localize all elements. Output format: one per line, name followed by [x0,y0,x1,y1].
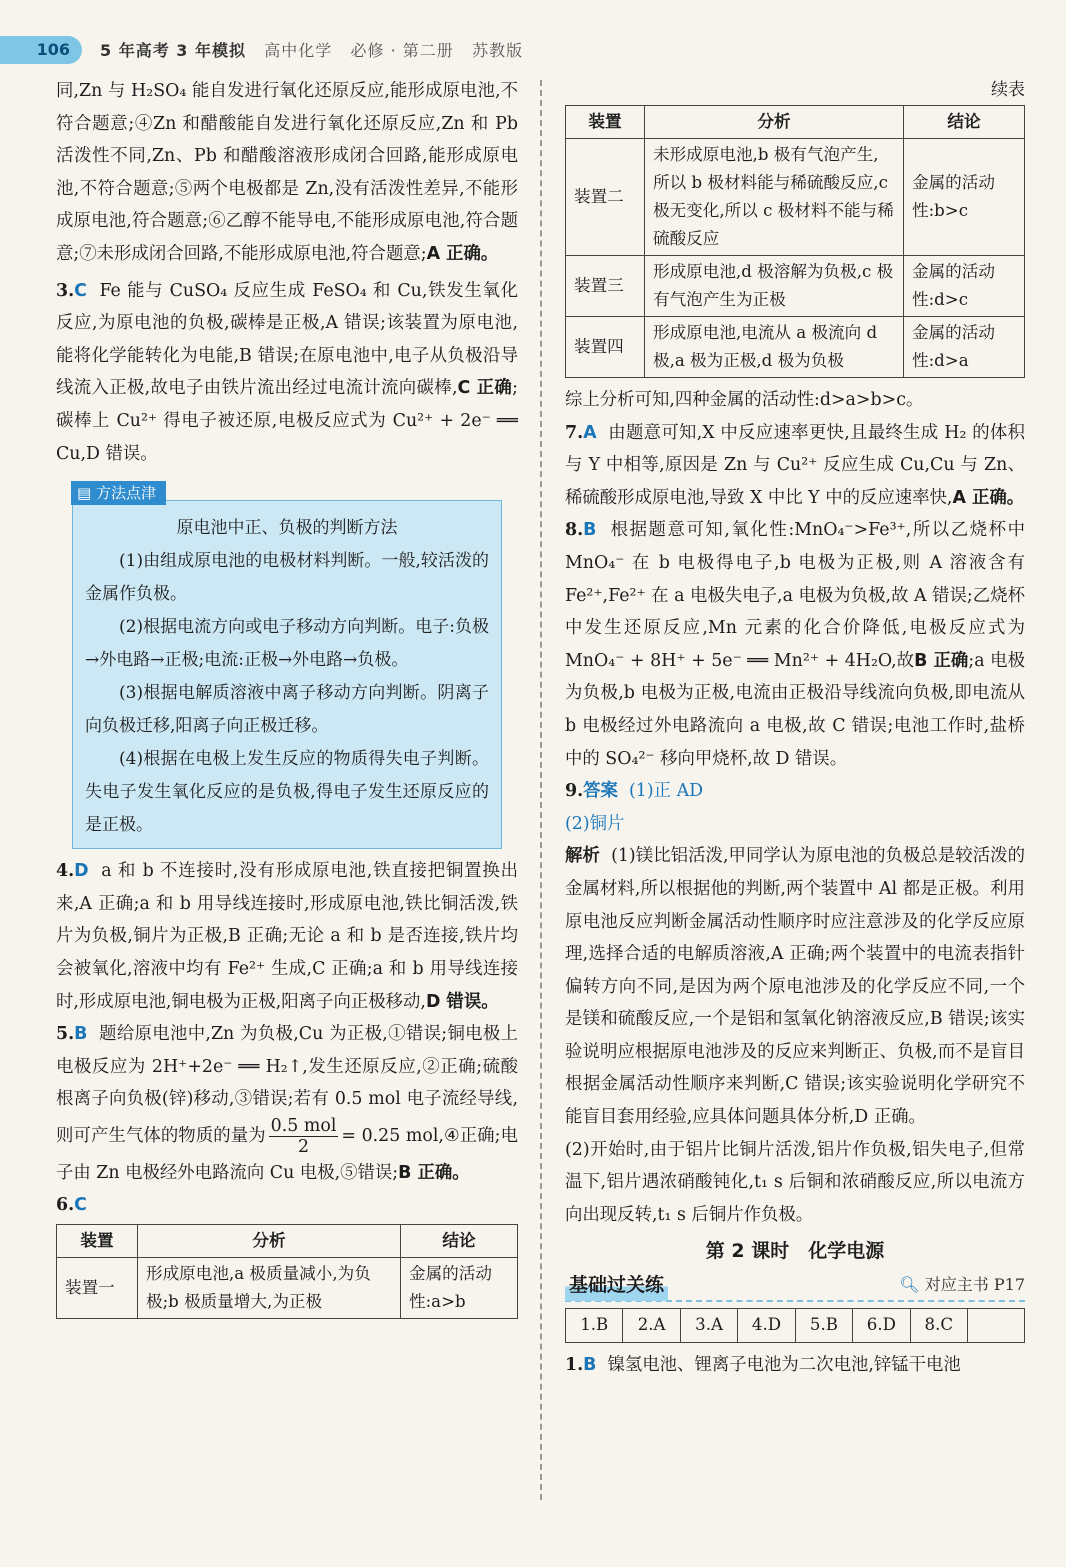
q7 [565,417,1025,515]
cell-device: 装置三 [566,256,645,317]
analysis-table-2 [565,105,1025,378]
right-column [565,75,1025,1381]
q8 [565,514,1025,775]
cell-device: 装置四 [566,317,645,378]
answer-cell-empty [968,1309,1025,1343]
q9-answer-1: (1)正 AD [629,781,704,802]
publisher: 苏教版 [472,41,524,60]
q5-text: 题给原电池中,Zn 为负极,Cu 为正极,①错误;铜电极上电极反应为 2H⁺+2e⁻ ══ H₂↑,发生还原反应,②正确;硫酸根离子向负极(锌)移动,③错误;若有 0.5 mol 电子流经导线,则可产生气体的物质的量为 [56,1024,519,1146]
table-row [566,256,1025,317]
q4-bold: D 错误。 [425,991,499,1012]
th-device: 装置 [566,106,645,139]
cell-conclusion: 金属的活动性:d>a [904,317,1025,378]
method-item-4: (4)根据在电极上发生反应的物质得失电子判断。失电子发生氧化反应的是负极,得电子发生还原反应的是正极。 [85,749,489,836]
q1-answer: B [583,1354,597,1375]
q7-answer: A [583,422,597,443]
th-device: 装置 [57,1225,138,1258]
q9-analysis-1 [565,840,1025,1133]
column-divider [540,80,542,1500]
q4-text: a 和 b 不连接时,没有形成原电池,铁直接把铜置换出来,A 正确;a 和 b 用导线连接时,形成原电池,铁比铜活泼,铁片为负极,铜片为正极,B 正确;无论 a 和 b 是否连接,铁片均会被氧化,溶液中均有 Fe²⁺ 生成,C 正确;a 和 b 用导线连接时,形成原电池,铜电极为正极,阳离子向正极移动, [56,861,518,1012]
section-ref-text: 对应主书 P17 [924,1274,1025,1294]
page-header [0,30,1066,66]
q4-num: 4. [56,861,75,882]
table-header-row [57,1225,518,1258]
method-item-1: (1)由组成原电池的电极材料判断。一般,较活泼的金属作负极。 [85,551,489,605]
q8-answer: B [583,520,597,541]
q7-text: 由题意可知,X 中反应速率更快,且最终生成 H₂ 的体积与 Y 中相等,原因是 Zn 与 Cu²⁺ 反应生成 Cu,Cu 与 Zn、稀硫酸形成原电池,导致 X 中比 Y 中的反应速率快, [565,422,1025,508]
cell-device: 装置二 [566,139,645,256]
q7-bold: A 正确。 [952,487,1025,508]
left-column [56,75,518,1319]
q4-answer: D [74,861,89,882]
analysis-table-1 [56,1224,518,1319]
answer-grid [565,1308,1025,1343]
subject: 高中化学 [264,41,333,60]
q9-answer-line [565,775,1025,808]
summary: 综上分析可知,四种金属的活动性:d>a>b>c。 [565,390,924,410]
q8-num: 8. [565,520,584,541]
book-title [100,38,523,61]
answer-cell: 3.A [680,1309,737,1343]
q8-text2: ;a 电极为负极,b 电极为正极,电流由正极沿导线流向负极,即电流从 b 电极经过外电路流向 a 电极,故 C 错误;电池工作时,盐桥中的 SO₄²⁻ 移向甲烧杯,故 D 错误。 [565,650,1025,769]
q5 [56,1018,518,1189]
table-row [57,1258,518,1319]
q1 [565,1349,1025,1382]
volume: 必修 · 第二册 [350,41,454,60]
q1-num: 1. [565,1354,584,1375]
answer-cell: 6.D [853,1309,910,1343]
continued-label: 续表 [991,80,1025,100]
page-number: 106 [0,36,82,64]
q1-text: 镍氢电池、锂离子电池为二次电池,锌锰干电池 [607,1354,961,1375]
cell-device: 装置一 [57,1258,138,1319]
magnifier-icon: 🔍︎ [899,1274,920,1294]
q9-answer-label: 答案 [583,781,618,802]
frac-numerator: 0.5 mol [270,1115,337,1136]
q2-continuation [56,75,518,271]
q9-num: 9. [565,781,584,802]
q3-bold: C 正确 [457,378,513,399]
cell-analysis: 形成原电池,d 极溶解为负极,c 极有气泡产生为正极 [645,256,904,317]
cell-conclusion: 金属的活动性:a>b [401,1258,518,1319]
q6-answer: C [74,1195,87,1216]
method-box [72,484,502,849]
q2-cont-bold: A 正确。 [426,243,499,264]
frac-denominator: 2 [297,1136,310,1157]
table-row [566,139,1025,256]
q5-text2: = 0.25 mol,④正确;电子由 Zn 电极经外电路流向 Cu 电极,⑤错误; [56,1125,518,1183]
cell-analysis: 未形成原电池,b 极有气泡产生,所以 b 极材料能与稀硫酸反应,c 极无变化,所以 c 极材料不能与稀硫酸反应 [645,139,904,256]
q3 [56,275,518,471]
th-conclusion: 结论 [401,1225,518,1258]
answer-cell: 4.D [738,1309,795,1343]
th-conclusion: 结论 [904,106,1025,139]
q5-bold: B 正确。 [398,1162,470,1183]
q9-answer-2: (2)铜片 [565,813,625,834]
q6 [56,1189,518,1222]
method-tag: ▤ 方法点津 [71,481,166,505]
th-analysis: 分析 [645,106,904,139]
q9-analysis-label: 解析 [565,846,600,867]
q5-fraction [269,1116,339,1157]
method-item-3: (3)根据电解质溶液中离子移动方向判断。阴离子向负极迁移,阳离子向正极迁移。 [85,683,489,737]
cell-analysis: 形成原电池,a 极质量减小,为负极;b 极质量增大,为正极 [138,1258,401,1319]
answer-cell: 5.B [795,1309,852,1343]
series-title: 5 年高考 3 年模拟 [100,41,246,60]
section-ref [899,1269,1025,1302]
q5-answer: B [74,1024,88,1045]
method-title: 原电池中正、负极的判断方法 [176,518,398,539]
lesson-title: 第 2 课时 化学电源 [705,1240,885,1263]
q7-num: 7. [565,422,584,443]
table-row [566,317,1025,378]
q9-analysis-2: (2)开始时,由于铝片比铜片活泼,铝片作负极,铝失电子,但常温下,铝片遇浓硝酸钝化,t₁ s 后铜和浓硝酸反应,所以电流方向出现反转,t₁ s 后铜片作负极。 [565,1139,1025,1225]
answer-cell: 8.C [910,1309,967,1343]
method-item-2: (2)根据电流方向或电子移动方向判断。电子:负极→外电路→正极;电流:正极→外电路→负极。 [85,617,489,671]
method-tag-label: 方法点津 [95,484,156,503]
cell-conclusion: 金属的活动性:d>c [904,256,1025,317]
section-label: 基础过关练 [565,1269,668,1302]
table-header-row [566,106,1025,139]
th-analysis: 分析 [138,1225,401,1258]
q9-answer-line-2 [565,808,1025,841]
q3-answer: C [74,280,87,301]
answer-cell: 1.B [566,1309,623,1343]
q2-cont-text: 同,Zn 与 H₂SO₄ 能自发进行氧化还原反应,能形成原电池,不符合题意;④Zn 和醋酸能自发进行氧化还原反应,Zn 和 Pb 活泼性不同,Zn、Pb 和醋酸溶液形成闭合回路,能形成原电池,不符合题意;⑤两个电极都是 Zn,没有活泼性差异,不能形成原电池,符合题意;⑥乙醇不能导电,不能形成原电池,符合题意;⑦未形成闭合回路,不能形成原电池,符合题意; [56,81,518,264]
q4 [56,855,518,1018]
q3-num: 3. [56,280,75,301]
q5-num: 5. [56,1024,75,1045]
q6-num: 6. [56,1195,75,1216]
q9-analysis-text-1: (1)镁比铝活泼,甲同学认为原电池的负极总是较活泼的金属材料,所以根据他的判断,两个装置中 Al 都是正极。利用原电池反应判断金属活动性顺序时应注意涉及的化学反应原理,选择合适的电解质溶液,A 正确;两个装置中的电流表指针偏转方向不同,是因为两个原电池涉及的化学反应不同,一个是镁和硫酸反应,一个是铝和氢氧化钠溶液反应,B 错误;该实验说明应根据原电池涉及的反应来判断正、负极,而不是盲目根据金属活动性顺序来判断,C 错误;该实验说明化学研究不能盲目套用经验,应具体问题具体分析,D 正确。 [565,846,1025,1128]
answer-row [566,1309,1025,1343]
q8-bold: B 正确 [914,650,969,671]
cell-analysis: 形成原电池,电流从 a 极流向 d 极,a 极为正极,d 极为负极 [645,317,904,378]
q3-text2: ;碳棒上 Cu²⁺ 得电子被还原,电极反应式为 Cu²⁺ + 2e⁻ ══ Cu,D 错误。 [56,378,518,464]
q8-text: 根据题意可知,氧化性:MnO₄⁻>Fe³⁺,所以乙烧杯中 MnO₄⁻ 在 b 电极得电子,b 电极为正极,则 A 溶液含有 Fe²⁺,Fe²⁺ 在 a 电极失电子,a 电极为负极,故 A 错误;乙烧杯中发生还原反应,Mn 元素的化合价降低,电极反应式为 MnO₄⁻ + 8H⁺ + 5e⁻ ══ Mn²⁺ + 4H₂O,故 [565,520,1026,671]
q3-text: Fe 能与 CuSO₄ 反应生成 FeSO₄ 和 Cu,铁发生氧化反应,为原电池的负极,碳棒是正极,A 错误;该装置为原电池,能将化学能转化为电能,B 错误;在原电池中,电子从负极沿导线流入正极,故电子由铁片流出经过电流计流向碳棒, [56,280,518,399]
section-header [565,1270,1025,1302]
answer-cell: 2.A [623,1309,680,1343]
cell-conclusion: 金属的活动性:b>c [904,139,1025,256]
